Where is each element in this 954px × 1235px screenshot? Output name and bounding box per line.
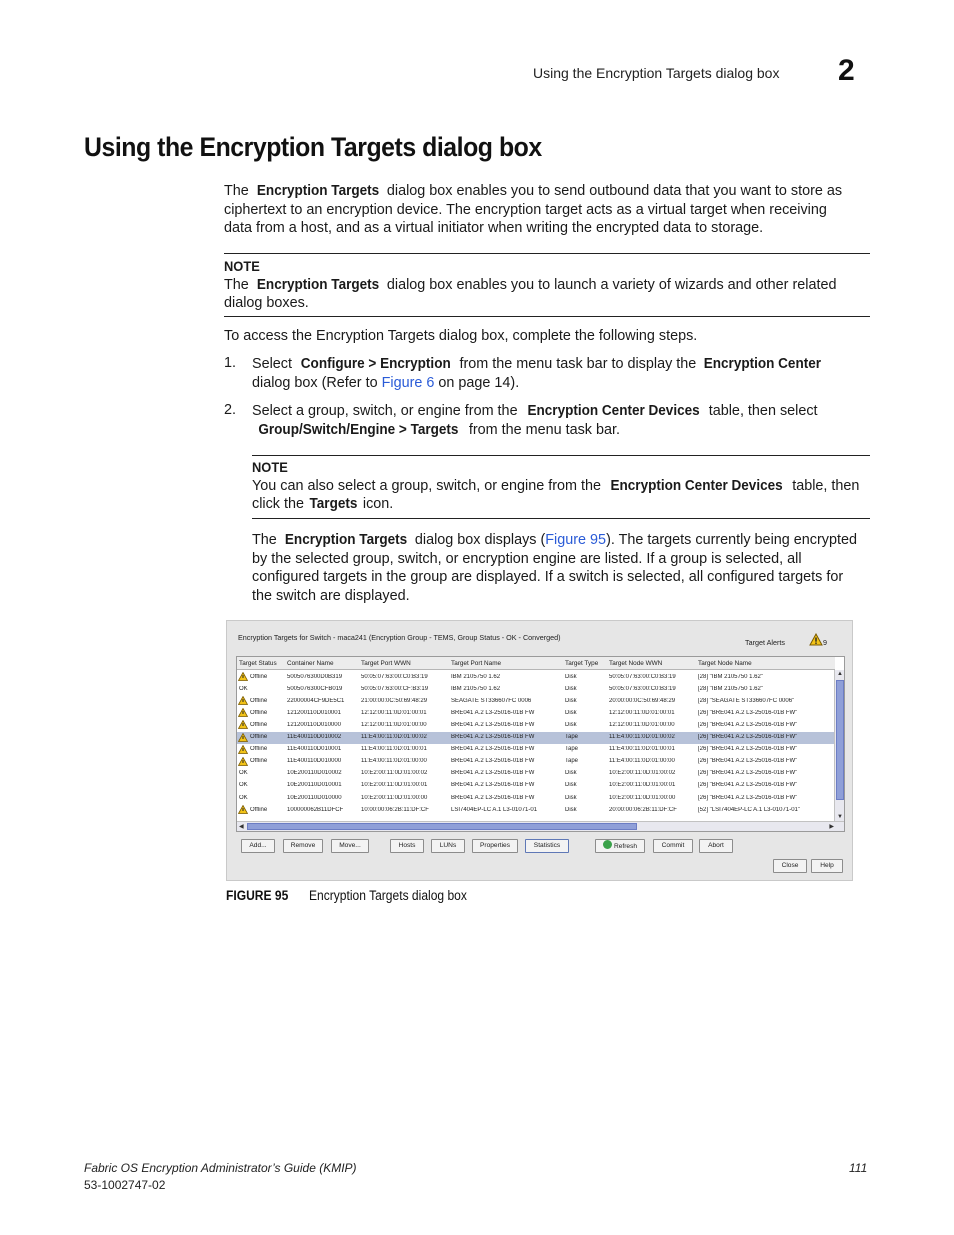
table-row[interactable] <box>237 792 835 804</box>
target-alerts-label: Target Alerts <box>745 638 785 647</box>
table-cell: Disk <box>565 770 577 777</box>
footer-doc-id: 53-1002747-02 <box>84 1178 166 1192</box>
text: dialog box enables you to launch a variety of wizards and other related <box>382 276 837 293</box>
add-button[interactable]: Add... <box>241 839 275 853</box>
table-cell: Offline <box>250 758 268 765</box>
warning-icon <box>238 708 248 717</box>
column-header[interactable]: Target Node Name <box>698 660 752 667</box>
text: configured targets in the group are displayed. If a switch is selected, all configured targets for <box>252 569 844 586</box>
scroll-thumb[interactable] <box>836 680 844 800</box>
refresh-button[interactable] <box>595 839 645 853</box>
table-cell: IBM 2105750 1.62 <box>451 685 501 692</box>
table-row[interactable] <box>237 732 835 744</box>
commit-button[interactable]: Commit <box>653 839 693 853</box>
warning-icon <box>238 757 248 766</box>
table-cell: 11:E4:00:11:0D:01:00:00 <box>609 758 675 765</box>
text: Select <box>252 356 296 372</box>
text: ciphertext to an encryption device. The encryption target acts as a virtual target when receiving <box>224 201 827 218</box>
table-cell: [28] "IBM 2105750 1.62" <box>698 673 763 680</box>
table-row[interactable] <box>237 768 835 780</box>
table-cell: 11:E4:00:11:0D:01:00:01 <box>361 746 427 753</box>
text: The <box>224 276 253 293</box>
table-cell: [26] "BRE041 A.2 L3-25016-01B FW" <box>698 721 798 728</box>
table-cell: 11:E4:00:11:0D:01:00:01 <box>609 746 675 753</box>
note-bottom-rule <box>252 518 870 519</box>
table-cell: 11:E4:00:11:0D:01:00:02 <box>361 734 427 740</box>
text: by the selected group, switch, or encryption engine are listed. If a group is selected, all <box>252 550 802 567</box>
scroll-left-icon[interactable]: ◀ <box>239 824 244 830</box>
column-header[interactable]: Container Name <box>287 660 334 667</box>
note-label: NOTE <box>224 258 260 274</box>
table-cell: OK <box>239 685 248 692</box>
table-cell: [26] "BRE041 A.2 L3-25016-01B FW" <box>698 746 798 753</box>
table-cell: 12:12:00:11:0D:01:00:00 <box>361 721 427 728</box>
table-row[interactable] <box>237 707 835 719</box>
table-cell: 5005076300D0B319 <box>287 673 343 680</box>
table-cell: 121200110D010000 <box>287 721 341 728</box>
note-block <box>252 458 868 514</box>
table-cell: 50:05:07:63:00:C0:B3:19 <box>361 673 428 680</box>
remove-button[interactable]: Remove <box>283 839 323 853</box>
scroll-down-icon[interactable]: ▼ <box>837 814 843 820</box>
table-cell: [26] "BRE041 A.2 L3-25016-01B FW" <box>698 794 798 801</box>
ui-term: Configure > Encryption <box>300 356 451 372</box>
column-header[interactable]: Target Port Name <box>451 660 502 667</box>
step-1 <box>252 355 868 392</box>
table-cell: OK <box>239 770 248 777</box>
table-cell: [28] "SEAGATE ST336607FC 0006" <box>698 697 795 704</box>
step-2 <box>252 402 868 439</box>
column-header[interactable]: Target Port WWN <box>361 660 411 667</box>
table-cell: OK <box>239 782 248 789</box>
warning-icon <box>238 805 248 814</box>
ui-term: Encryption Center Devices <box>527 403 700 419</box>
refresh-label: Refresh <box>613 843 638 850</box>
ui-term: Encryption Targets <box>256 183 379 199</box>
text: on page 14). <box>434 374 520 391</box>
horizontal-scrollbar[interactable] <box>237 821 845 831</box>
page-title: Using the Encryption Targets dialog box <box>84 132 542 162</box>
footer-book-title: Fabric OS Encryption Administrator’s Guide (KMIP) <box>84 1161 357 1175</box>
column-header[interactable]: Target Type <box>565 660 599 667</box>
table-cell: Disk <box>565 697 577 704</box>
table-cell: BRE041 A.2 L3-25016-01B FW <box>451 746 535 753</box>
text: dialog box displays ( <box>410 532 546 548</box>
text: from the menu task bar. <box>464 421 620 438</box>
note-bottom-rule <box>224 316 870 317</box>
table-cell: 12:12:00:11:0D:01:00:01 <box>361 709 427 716</box>
ui-term: Encryption Targets <box>256 276 379 293</box>
table-row[interactable] <box>237 671 835 683</box>
table-cell: BRE041 A.2 L3-25016-01B FW <box>451 770 535 777</box>
table-cell: Offline <box>250 709 268 716</box>
table-cell: IBM 2105750 1.62 <box>451 673 501 680</box>
move-button[interactable]: Move... <box>331 839 369 853</box>
hosts-button[interactable]: Hosts <box>390 839 424 853</box>
page-number: 111 <box>849 1161 868 1175</box>
table-cell: 5005076300CFB019 <box>287 685 343 692</box>
table-cell: BRE041 A.2 L3-25016-01B FW <box>451 709 535 716</box>
table-cell: 10E200110D010000 <box>287 794 342 801</box>
table-cell: 20:00:00:06:2B:11:DF:CF <box>609 806 677 813</box>
table-cell: 12:12:00:11:0D:01:00:00 <box>609 721 675 728</box>
warning-icon <box>238 696 248 705</box>
warning-icon <box>238 720 248 729</box>
statistics-button[interactable]: Statistics <box>525 839 569 853</box>
table-row[interactable] <box>237 804 835 816</box>
table-cell: 12:12:00:11:0D:01:00:01 <box>609 709 675 716</box>
table-row[interactable] <box>237 695 835 707</box>
table-cell: OK <box>239 794 248 801</box>
dialog-title: Encryption Targets for Switch - maca241 (Encryption Group - TEMS, Group Status - OK - Converged) <box>238 633 561 642</box>
table-cell: Disk <box>565 721 577 728</box>
table-cell: Disk <box>565 673 577 680</box>
table-cell: 10E200110D010002 <box>287 770 342 777</box>
table-cell: 10:E2:00:11:0D:01:00:00 <box>361 794 428 801</box>
warning-icon <box>238 733 248 742</box>
table-cell: 11E400110D010002 <box>287 734 342 740</box>
help-button[interactable]: Help <box>811 859 843 873</box>
table-row[interactable] <box>237 744 835 756</box>
ui-term: Group/Switch/Engine > Targets <box>258 421 459 438</box>
text: data from a host, and as a virtual initiator when writing the encrypted data to storage. <box>224 220 764 237</box>
table-cell: [26] "BRE041 A.2 L3-25016-01B FW" <box>698 770 798 777</box>
table-cell: Tape <box>565 758 579 765</box>
text: icon. <box>358 496 394 513</box>
table-cell: 11:E4:00:11:0D:01:00:02 <box>609 734 675 740</box>
text: the switch are displayed. <box>252 588 410 605</box>
text: dialog box enables you to send outbound data that you want to store as <box>382 183 843 199</box>
ui-term: Encryption Center Devices <box>610 477 783 494</box>
column-header[interactable]: Target Node WWN <box>609 660 663 667</box>
text: from the menu task bar to display the <box>455 356 701 372</box>
table-cell: SEAGATE ST336607FC 0006 <box>451 697 532 704</box>
text: The <box>224 183 253 199</box>
table-cell: BRE041 A.2 L3-25016-01B FW <box>451 782 535 789</box>
table-cell: 121200110D010001 <box>287 709 341 716</box>
table-cell: 50:05:07:63:00:C0:B3:19 <box>609 685 676 692</box>
text: The <box>252 532 281 548</box>
table-cell: Tape <box>565 734 579 740</box>
figure-title: Encryption Targets dialog box <box>309 888 467 903</box>
table-cell: Disk <box>565 782 577 789</box>
text: Select a group, switch, or engine from the <box>252 403 522 419</box>
column-header[interactable]: Target Status <box>239 660 277 667</box>
table-cell: [26] "BRE041 A.2 L3-25016-01B FW" <box>698 782 798 789</box>
table-cell: Disk <box>565 709 577 716</box>
table-cell: BRE041 A.2 L3-25016-01B FW <box>451 758 535 765</box>
figure-6-link[interactable]: Figure 6 <box>381 374 435 391</box>
text: table, then select <box>704 403 818 419</box>
table-cell: 10:E2:00:11:0D:01:00:01 <box>609 782 676 789</box>
table-cell: 50:05:07:63:00:CF:B3:19 <box>361 685 429 692</box>
text: You can also select a group, switch, or engine from the <box>252 477 606 494</box>
table-cell: 10:E2:00:11:0D:01:00:01 <box>361 782 428 789</box>
text: dialog box (Refer to <box>252 374 382 391</box>
table-cell: Tape <box>565 746 579 753</box>
table-cell: Offline <box>250 697 268 704</box>
figure-95-link[interactable]: Figure 95 <box>545 532 607 548</box>
table-row[interactable] <box>237 719 835 731</box>
properties-button[interactable]: Properties <box>472 839 518 853</box>
table-cell: [26] "BRE041 A.2 L3-25016-01B FW" <box>698 758 798 765</box>
table-cell: 11E400110D010001 <box>287 746 342 753</box>
table-cell: 10:E2:00:11:0D:01:00:02 <box>361 770 428 777</box>
warning-icon <box>238 672 248 681</box>
table-cell: BRE041 A.2 L3-25016-01B FW <box>451 794 535 801</box>
table-cell: [28] "IBM 2105750 1.62" <box>698 685 763 692</box>
abort-button[interactable]: Abort <box>699 839 733 853</box>
scroll-thumb[interactable] <box>247 823 637 830</box>
step-number: 1. <box>224 355 237 371</box>
table-cell: 10E200110D010001 <box>287 782 342 789</box>
ui-term: Targets <box>309 496 358 513</box>
target-alerts-count: 9 <box>823 638 827 647</box>
text: dialog boxes. <box>224 295 309 312</box>
text: click the <box>252 496 308 513</box>
luns-button[interactable]: LUNs <box>431 839 465 853</box>
table-cell: 11E400110D010000 <box>287 758 342 765</box>
table-cell: Disk <box>565 806 577 813</box>
table-cell: 10:E2:00:11:0D:01:00:02 <box>609 770 676 777</box>
warning-icon <box>238 745 248 754</box>
table-cell: [26] "BRE041 A.2 L3-25016-01B FW" <box>698 709 798 716</box>
text: table, then <box>788 477 860 494</box>
table-cell: LSI7404EP-LC A.1 L3-01071-01 <box>451 806 538 813</box>
access-text: To access the Encryption Targets dialog box, complete the following steps. <box>224 328 698 344</box>
table-header <box>237 657 835 670</box>
step-number: 2. <box>224 402 237 418</box>
scroll-right-icon[interactable]: ▶ <box>829 824 834 830</box>
refresh-icon <box>603 840 612 849</box>
table-row[interactable] <box>237 780 835 792</box>
table-row[interactable] <box>237 683 835 695</box>
ui-term: Encryption Targets <box>284 532 407 548</box>
encryption-targets-dialog-screenshot <box>226 620 853 881</box>
vertical-scrollbar[interactable] <box>834 670 844 821</box>
table-row[interactable] <box>237 756 835 768</box>
note-block <box>224 257 868 313</box>
ui-term: Encryption Center <box>704 356 822 372</box>
table-cell: [26] "BRE041 A.2 L3-25016-01B FW" <box>698 734 798 740</box>
table-cell: 20:00:00:0C:50:69:48:29 <box>609 697 676 704</box>
table-cell: Offline <box>250 746 268 753</box>
note-top-rule <box>252 455 870 456</box>
table-cell: 11:E4:00:11:0D:01:00:00 <box>361 758 427 765</box>
table-cell: 22000004CF9DE5C1 <box>287 697 345 704</box>
table-cell: 100000062B11DFCF <box>287 806 344 813</box>
text: ). The targets currently being encrypted <box>606 532 857 548</box>
figure-caption <box>226 888 467 903</box>
displays-paragraph <box>252 531 868 606</box>
table-cell: 21:00:00:0C:50:69:48:29 <box>361 697 428 704</box>
warning-icon <box>809 633 823 646</box>
table-cell: Disk <box>565 685 577 692</box>
table-cell: BRE041 A.2 L3-25016-01B FW <box>451 734 535 740</box>
running-head: Using the Encryption Targets dialog box <box>533 65 780 81</box>
table-cell: 10:00:00:06:2B:11:DF:CF <box>361 806 429 813</box>
intro-paragraph <box>224 182 864 238</box>
scroll-up-icon[interactable]: ▲ <box>837 671 843 677</box>
table-cell: Offline <box>250 806 268 813</box>
table-cell: [52] "LSI7404EP-LC A.1 L3-01071-01" <box>698 806 800 813</box>
close-button[interactable]: Close <box>773 859 807 873</box>
note-top-rule <box>224 253 870 254</box>
chapter-number: 2 <box>838 54 855 87</box>
table-cell: BRE041 A.2 L3-25016-01B FW <box>451 721 535 728</box>
table-cell: 50:05:07:63:00:C0:B3:19 <box>609 673 676 680</box>
targets-table <box>236 656 845 832</box>
table-cell: 10:E2:00:11:0D:01:00:00 <box>609 794 676 801</box>
note-label: NOTE <box>252 459 288 475</box>
figure-label: FIGURE 95 <box>226 888 289 903</box>
table-cell: Offline <box>250 721 268 728</box>
table-cell: Disk <box>565 794 577 801</box>
table-cell: Offline <box>250 734 268 740</box>
table-cell: Offline <box>250 673 268 680</box>
